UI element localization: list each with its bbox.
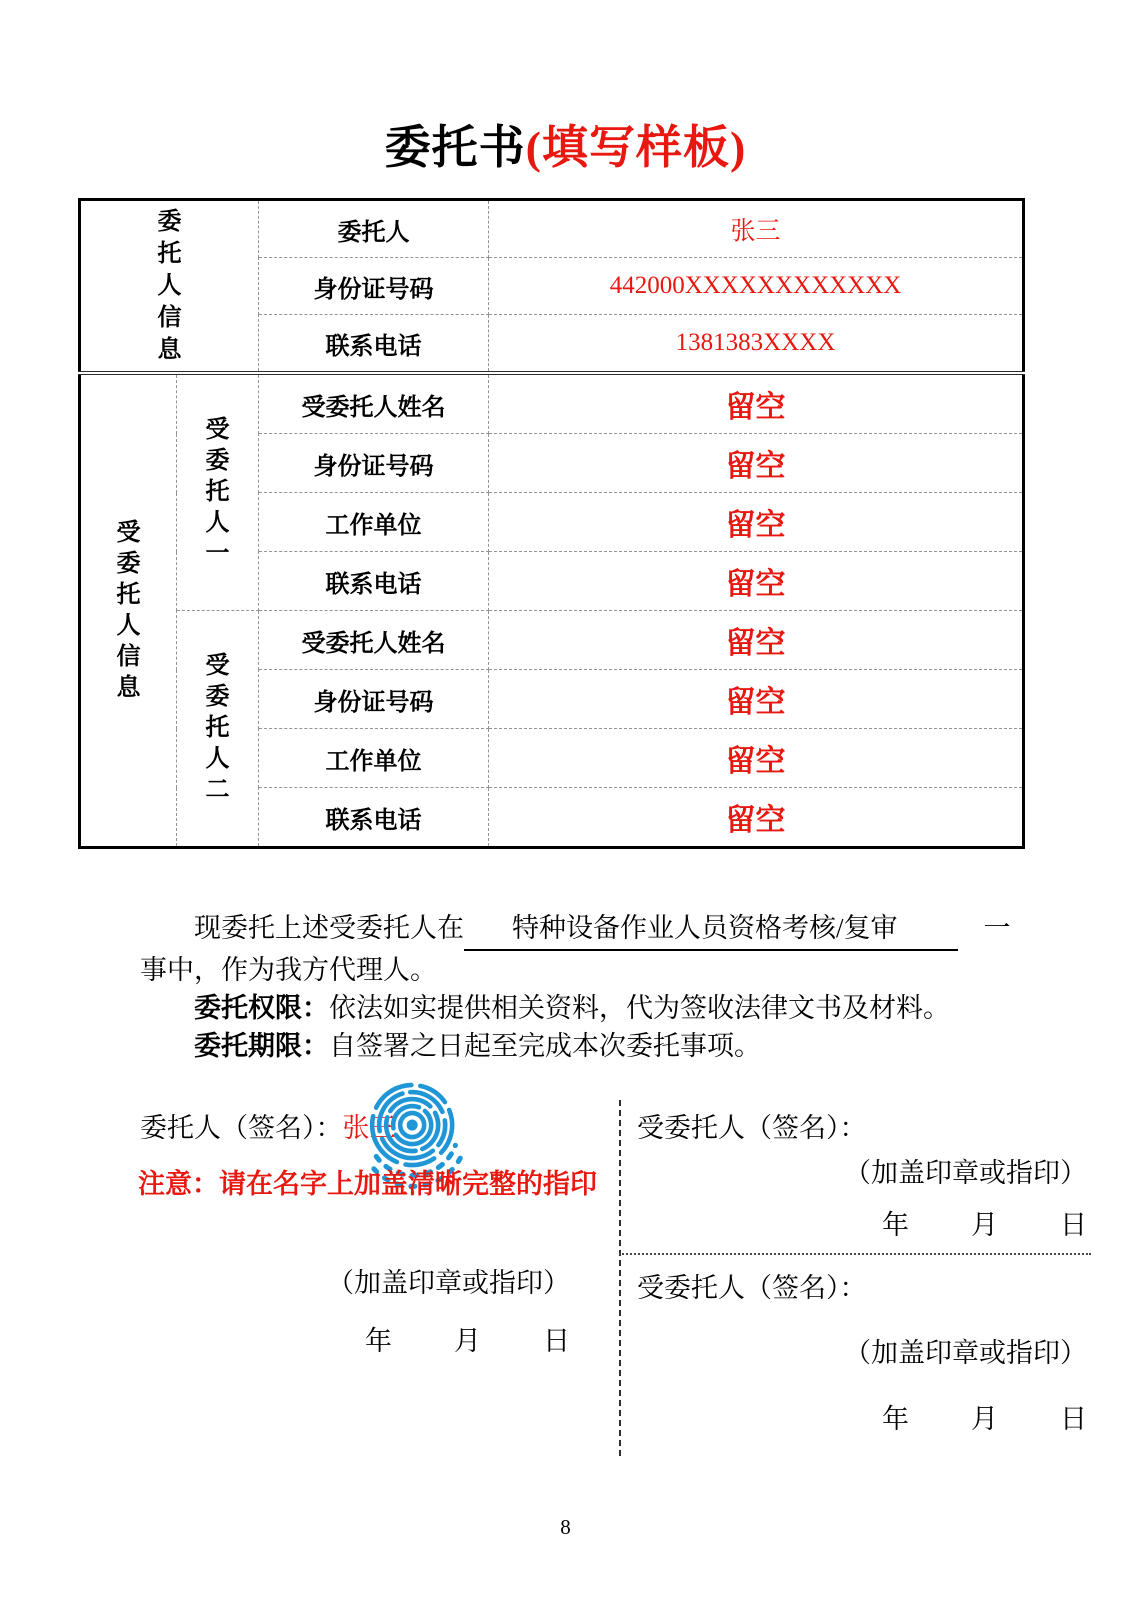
agent-2-header bbox=[177, 611, 259, 848]
agent-blocks-divider bbox=[619, 1253, 1091, 1255]
field-value: 留空 bbox=[489, 552, 1024, 611]
agent-1-header-text: 受委托人一 bbox=[205, 417, 230, 567]
page-number: 8 bbox=[560, 1515, 571, 1539]
authority-label: 委托权限： bbox=[194, 993, 329, 1023]
table-row bbox=[80, 611, 1024, 670]
principal-section-header-text: 委托人信息 bbox=[157, 209, 182, 363]
date-year: 年 bbox=[882, 1210, 909, 1240]
authorization-table bbox=[78, 198, 1025, 849]
field-label: 委托人 bbox=[259, 200, 489, 258]
agents-section-header bbox=[80, 373, 177, 848]
principal-section-header bbox=[80, 200, 259, 374]
agent-2-seal-note: （加盖印章或指印） bbox=[844, 1338, 1087, 1368]
agent-1-signature-label: 受委托人（签名）： bbox=[637, 1113, 867, 1143]
signature-column-divider bbox=[619, 1100, 621, 1456]
period-text: 自签署之日起至完成本次委托事项。 bbox=[329, 1031, 761, 1061]
statement-line-2: 事中，作为我方代理人。 bbox=[140, 955, 437, 985]
date-day: 日 bbox=[543, 1326, 570, 1356]
field-label: 联系电话 bbox=[259, 788, 489, 848]
principal-date-line bbox=[140, 1326, 570, 1356]
date-month: 月 bbox=[971, 1404, 998, 1434]
date-month: 月 bbox=[454, 1326, 481, 1356]
statement-prefix: 现委托上述受委托人在 bbox=[194, 913, 464, 943]
field-value: 1381383XXXX bbox=[489, 315, 1024, 374]
agent-1-date-line bbox=[637, 1210, 1087, 1240]
agent-1-seal-note: （加盖印章或指印） bbox=[844, 1158, 1087, 1188]
field-label: 身份证号码 bbox=[259, 258, 489, 315]
agent-1-header bbox=[177, 373, 259, 611]
fingerprint-note: 注意：请在名字上加盖清晰完整的指印 bbox=[138, 1169, 597, 1199]
table-row bbox=[80, 200, 1024, 258]
field-label: 联系电话 bbox=[259, 315, 489, 374]
field-value: 442000XXXXXXXXXXXX bbox=[489, 258, 1024, 315]
field-value: 留空 bbox=[489, 611, 1024, 670]
date-month: 月 bbox=[971, 1210, 998, 1240]
filled-blank-underline bbox=[464, 909, 958, 951]
field-value: 留空 bbox=[489, 729, 1024, 788]
date-year: 年 bbox=[882, 1404, 909, 1434]
authority-line bbox=[140, 989, 1021, 1027]
date-day: 日 bbox=[1060, 1404, 1087, 1434]
field-label: 身份证号码 bbox=[259, 670, 489, 729]
field-value: 留空 bbox=[489, 788, 1024, 848]
statement-line-1 bbox=[140, 909, 1021, 951]
period-label: 委托期限： bbox=[194, 1031, 329, 1061]
date-day: 日 bbox=[1060, 1210, 1087, 1240]
period-line bbox=[140, 1027, 1021, 1065]
field-label: 受委托人姓名 bbox=[259, 611, 489, 670]
field-label: 工作单位 bbox=[259, 729, 489, 788]
table-row bbox=[80, 373, 1024, 434]
filled-blank-text: 特种设备作业人员资格考核/复审 bbox=[512, 913, 898, 943]
principal-signature-label: 委托人（签名）： bbox=[140, 1113, 343, 1143]
signature-area bbox=[0, 1065, 1131, 1461]
statement-suffix: 一 bbox=[983, 913, 1011, 943]
field-value: 留空 bbox=[489, 493, 1024, 552]
authorization-statement bbox=[140, 909, 1021, 1065]
field-value: 张三 bbox=[489, 200, 1024, 258]
principal-signature-name: 张三 bbox=[342, 1113, 397, 1143]
page-title bbox=[0, 0, 1131, 176]
field-value: 留空 bbox=[489, 434, 1024, 493]
field-label: 身份证号码 bbox=[259, 434, 489, 493]
agent-2-date-line bbox=[637, 1404, 1087, 1434]
date-year: 年 bbox=[365, 1326, 392, 1356]
field-value: 留空 bbox=[489, 373, 1024, 434]
page-title-annotation: (填写样板) bbox=[525, 122, 747, 173]
principal-seal-note: （加盖印章或指印） bbox=[327, 1268, 570, 1298]
agent-2-header-text: 受委托人二 bbox=[205, 653, 230, 803]
field-label: 联系电话 bbox=[259, 552, 489, 611]
field-label: 受委托人姓名 bbox=[259, 373, 489, 434]
page-title-main: 委托书 bbox=[384, 122, 526, 173]
field-value: 留空 bbox=[489, 670, 1024, 729]
agents-section-header-text: 受委托人信息 bbox=[116, 519, 141, 701]
field-label: 工作单位 bbox=[259, 493, 489, 552]
authority-text: 依法如实提供相关资料，代为签收法律文书及材料。 bbox=[329, 993, 950, 1023]
agent-2-signature-label: 受委托人（签名）： bbox=[637, 1273, 867, 1303]
